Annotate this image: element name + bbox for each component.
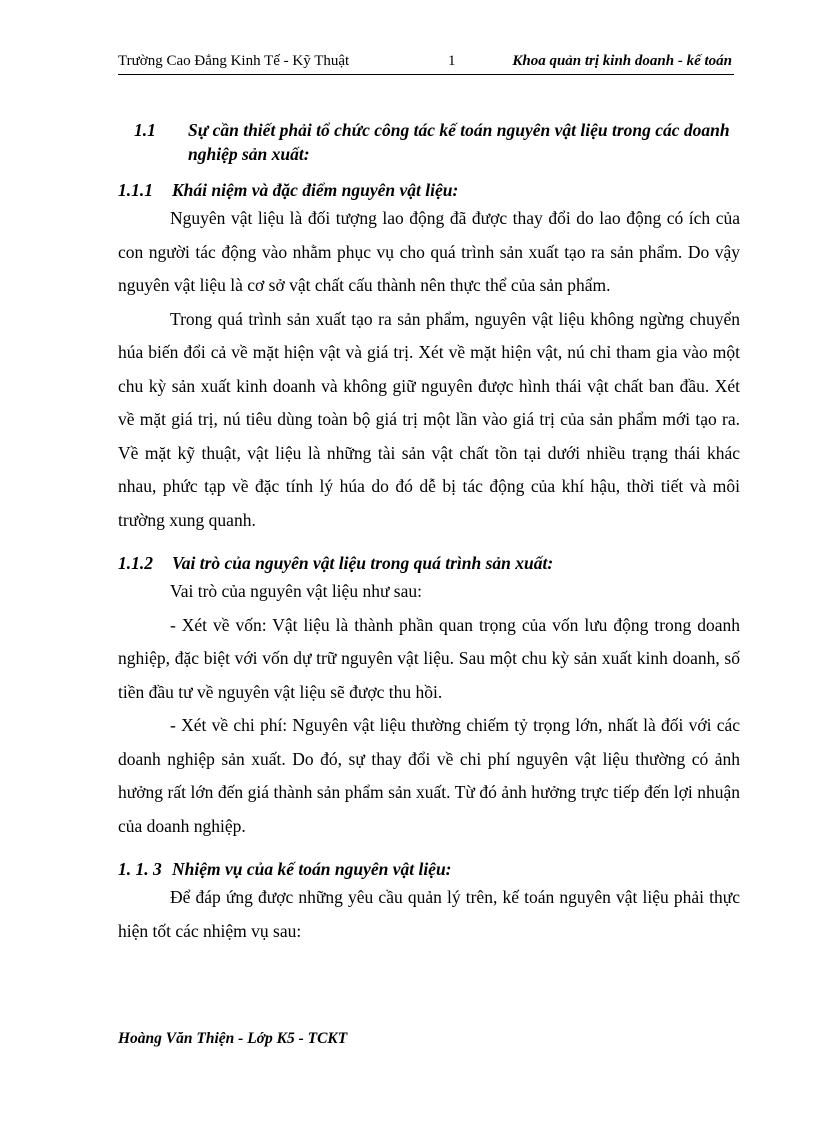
section-heading-1-1	[134, 118, 740, 166]
section-title: Nhiệm vụ của kế toán nguyên vật liệu:	[172, 859, 452, 879]
paragraph: - Xét về chi phí: Nguyên vật liệu thường chiếm tỷ trọng lớn, nhất là đối với các doanh nghiệp sản xuất. Do đó, sự thay đổi về chi phí nguyên vật liệu thường có ảnh hưởng rất lớn đến giá thành sản phẩm sản xuất. Từ đó ảnh hưởng trực tiếp đến lợi nhuận của doanh nghiệp.	[118, 715, 740, 836]
page-footer: Hoàng Văn Thiện - Lớp K5 - TCKT	[118, 1030, 348, 1047]
section-title: Sự cần thiết phải tổ chức công tác kế toán nguyên vật liệu trong các doanh nghiệp sản xuất:	[188, 120, 730, 164]
section-heading-1-1-2	[118, 551, 740, 575]
section-number: 1.1.2	[118, 553, 153, 573]
paragraph: - Xét về vốn: Vật liệu là thành phần quan trọng của vốn lưu động trong doanh nghiệp, đặc biệt với vốn dự trữ nguyên vật liệu. Sau một chu kỳ sản xuất kinh doanh, số tiền đầu tư về nguyên vật liệu sẽ được thu hồi.	[118, 614, 740, 702]
header-school: Trường Cao Đẳng Kinh Tế - Kỹ Thuật	[118, 53, 350, 69]
section-heading-1-1-1	[118, 178, 740, 202]
section-number: 1. 1. 3	[118, 859, 162, 879]
header-page-number: 1	[448, 53, 456, 69]
page-header	[118, 52, 734, 75]
section-number: 1.1	[134, 120, 156, 140]
header-department: Khoa quản trị kinh doanh - kế toán	[512, 53, 732, 69]
paragraph: Để đáp ứng được những yêu cầu quản lý trên, kế toán nguyên vật liệu phải thực hiện tốt các nhiệm vụ sau:	[118, 887, 740, 941]
section-title: Khái niệm và đặc điểm nguyên vật liệu:	[172, 180, 459, 200]
section-number: 1.1.1	[118, 180, 153, 200]
paragraph: Vai trò của nguyên vật liệu như sau:	[170, 581, 422, 601]
paragraph: Nguyên vật liệu là đối tượng lao động đã được thay đổi do lao động có ích của con người tác động vào nhằm phục vụ cho quá trình sản xuất tạo ra sản phẩm. Do vậy nguyên vật liệu là cơ sở vật chất cấu thành nên thực thể của sản phẩm.	[118, 208, 740, 295]
section-heading-1-1-3	[118, 857, 740, 881]
section-title: Vai trò của nguyên vật liệu trong quá trình sản xuất:	[172, 553, 554, 573]
page-content	[118, 118, 740, 948]
paragraph: Trong quá trình sản xuất tạo ra sản phẩm, nguyên vật liệu không ngừng chuyển húa biến đổi cả về mặt hiện vật và giá trị. Xét về mặt hiện vật, nú chỉ tham gia vào một chu kỳ sản xuất kinh doanh và không giữ nguyên được hình thái vật chất ban đầu. Xét về mặt giá trị, nú tiêu dùng toàn bộ giá trị một lần vào giá trị của sản phẩm mới tạo ra. Về mặt kỹ thuật, vật liệu là những tài sản vật chất tồn tại dưới nhiều trạng thái khác nhau, phức tạp về đặc tính lý húa do đó dễ bị tác động của khí hậu, thời tiết và môi trường xung quanh.	[118, 308, 740, 530]
